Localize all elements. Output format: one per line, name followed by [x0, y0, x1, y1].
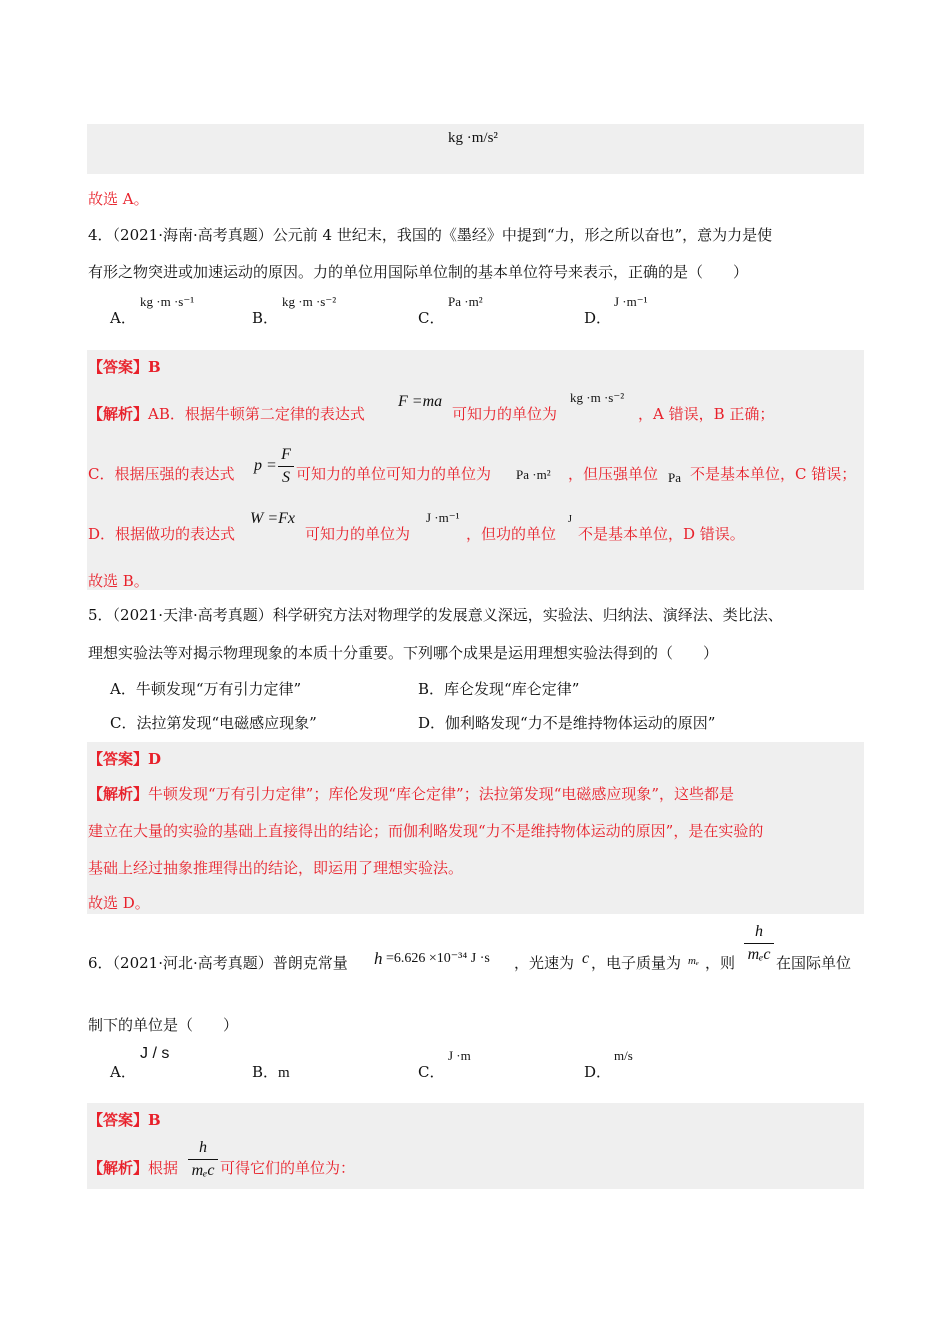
q5-answer [88, 748, 161, 769]
q4-option-b[interactable] [252, 307, 278, 328]
q5-analysis-line3: 基础上经过抽象推理得出的结论，即运用了理想实验法。 [88, 859, 464, 877]
q4-analysis-d-unit2: J [568, 514, 572, 525]
q6-option-b-letter: B． [252, 1063, 279, 1081]
q4-analysis-d-pre: D．根据做功的表达式 [88, 525, 236, 543]
q6-analysis-tag: 【解析】 [88, 1159, 149, 1177]
q6-option-d-value: m/s [614, 1048, 633, 1063]
q4-analysis-line1 [88, 403, 365, 424]
q4-answer-tag: 【答案】 [88, 358, 149, 376]
q4-option-a-value: kg ·m ·s⁻¹ [140, 294, 195, 309]
q4-analysis-c-post: 不是基本单位，C 错误； [690, 465, 857, 483]
q6-analysis-numerator: h [199, 1139, 207, 1156]
q6-analysis-post: 可得它们的单位为： [220, 1159, 356, 1177]
prev-formula: kg ·m/s² [448, 130, 498, 146]
q5-stem-line1 [88, 604, 783, 625]
q4-analysis-c-unit: Pa ·m² [516, 467, 551, 482]
q6-option-d[interactable] [584, 1061, 611, 1082]
q6-answer [88, 1109, 161, 1130]
q4-analysis-ab-unit: kg ·m ·s⁻² [570, 390, 625, 405]
q4-analysis-c-unit2: Pa [668, 470, 681, 485]
q6-stem-line1 [88, 952, 348, 973]
q4-analysis-d-mid2: ，但功的单位 [466, 525, 557, 543]
q4-option-a-letter: A． [110, 309, 136, 327]
q5-option-a[interactable] [110, 678, 301, 699]
q6-option-d-letter: D． [584, 1063, 612, 1081]
q4-pressure-numerator: F [281, 446, 291, 463]
fraction-bar [188, 1159, 218, 1160]
q4-analysis-tag: 【解析】 [88, 405, 149, 423]
q5-option-b[interactable] [418, 678, 579, 699]
q4-stem-line2: 有形之物突进或加速运动的原因。力的单位用国际单位制的基本单位符号来表示，正确的是（ ） [88, 263, 749, 281]
q6-fraction-numerator: h [755, 923, 763, 940]
q4-option-b-letter: B． [252, 309, 279, 327]
q4-answer-value: B [148, 358, 161, 376]
q5-conclusion: 故选 D。 [88, 894, 150, 912]
q6-unit-fraction [744, 923, 774, 964]
q4-analysis-c-mid2: ，但压强单位 [568, 465, 659, 483]
q6-c-symbol: c [582, 950, 590, 967]
q6-option-c-letter: C． [418, 1063, 445, 1081]
q4-option-d[interactable] [584, 307, 611, 328]
q6-option-c[interactable] [418, 1061, 444, 1082]
q4-conclusion: 故选 B。 [88, 572, 149, 590]
q5-answer-value: D [148, 750, 162, 768]
q4-pressure-denominator: S [282, 469, 290, 486]
q4-analysis-d-mid: 可知力的单位为 [305, 525, 411, 543]
q4-option-d-letter: D． [584, 309, 612, 327]
q4-option-b-value: kg ·m ·s⁻² [282, 294, 337, 309]
q4-option-c[interactable] [418, 307, 444, 328]
q5-option-c-letter: C． [110, 714, 137, 732]
q5-source: （2021·天津·高考真题） [112, 606, 273, 624]
q6-number: 6． [88, 954, 113, 972]
q4-answer [88, 356, 161, 377]
q5-option-b-text: 库仑发现“库仑定律” [444, 680, 580, 698]
fraction-bar [278, 466, 294, 467]
q5-option-c-text: 法拉第发现“电磁感应现象” [136, 714, 317, 732]
q4-analysis-ab-post: ，A 错误，B 正确； [638, 405, 775, 423]
q5-analysis-line2: 建立在大量的实验的基础上直接得出的结论；而伽利略发现“力不是维持物体运动的原因”，是在实验的 [88, 822, 764, 840]
q6-option-a[interactable] [110, 1061, 136, 1082]
q6-option-a-letter: A． [110, 1063, 136, 1081]
prev-conclusion: 故选 A。 [88, 190, 149, 208]
q5-option-d[interactable] [418, 712, 715, 733]
q4-option-c-value: Pa ·m² [448, 294, 483, 309]
q5-option-c[interactable] [110, 712, 317, 733]
q6-analysis-text: 根据 [148, 1159, 179, 1177]
q4-source: （2021·海南·高考真题） [112, 226, 273, 244]
q6-answer-value: B [148, 1111, 161, 1129]
q5-answer-tag: 【答案】 [88, 750, 149, 768]
q4-analysis-c-mid: 可知力的单位可知力的单位为 [296, 465, 492, 483]
q6-answer-tag: 【答案】 [88, 1111, 149, 1129]
q6-stem-mid2: ，电子质量为 [591, 954, 682, 972]
q6-me-symbol: mₑ [688, 955, 699, 967]
q5-option-a-letter: A． [110, 680, 136, 698]
q4-option-a[interactable] [110, 307, 136, 328]
q4-analysis-ab-text: AB．根据牛顿第二定律的表达式 [148, 405, 365, 423]
q5-analysis-tag: 【解析】 [88, 785, 149, 803]
q6-option-a-value: J / s [140, 1045, 170, 1062]
q4-number: 4． [88, 226, 113, 244]
q4-analysis-c-pre: C．根据压强的表达式 [88, 465, 235, 483]
q6-h-symbol: h [374, 949, 383, 968]
q6-analysis-fraction [188, 1139, 218, 1180]
q5-analysis-text1: 牛顿发现“万有引力定律”；库伦发现“库仑定律”；法拉第发现“电磁感应现象”，这些都是 [148, 785, 735, 803]
q4-newton-formula: F =ma [398, 393, 443, 410]
q6-stem-post: 在国际单位 [776, 954, 852, 972]
q6-analysis-denominator: mₑc [191, 1162, 215, 1179]
q5-analysis-line1 [88, 783, 734, 804]
q5-option-d-text: 伽利略发现“力不是维持物体运动的原因” [445, 714, 716, 732]
q5-option-d-letter: D． [418, 714, 446, 732]
q5-number: 5． [88, 606, 113, 624]
q4-stem-line1 [88, 224, 772, 245]
q4-stem-text1: 公元前 4 世纪末，我国的《墨经》中提到“力，形之所以奋也”，意为力是使 [272, 226, 773, 244]
q6-option-b[interactable] [252, 1061, 290, 1082]
q6-stem-mid: ，光速为 [514, 954, 575, 972]
fraction-bar [744, 943, 774, 944]
q6-stem-mid3: ，则 [705, 954, 736, 972]
q6-option-b-value: m [278, 1065, 290, 1081]
q6-fraction-denominator: mₑc [747, 946, 771, 963]
q4-option-d-value: J ·m⁻¹ [614, 294, 648, 309]
q4-work-formula: W =Fx [250, 510, 295, 527]
q4-analysis-d-post: 不是基本单位，D 错误。 [578, 525, 745, 543]
q4-pressure-fraction [278, 446, 294, 487]
q5-option-b-letter: B． [418, 680, 445, 698]
q4-pressure-lhs: p = [254, 457, 277, 474]
q6-option-c-value: J ·m [448, 1048, 471, 1063]
q6-planck-value: =6.626 ×10⁻³⁴ J ·s [386, 951, 490, 966]
q4-analysis-d-unit: J ·m⁻¹ [426, 510, 460, 525]
q4-option-c-letter: C． [418, 309, 445, 327]
q5-stem-text1: 科学研究方法对物理学的发展意义深远，实验法、归纳法、演绎法、类比法、 [272, 606, 783, 624]
q6-stem-pre: 普朗克常量 [272, 954, 348, 972]
q6-stem-line2: 制下的单位是（ ） [88, 1016, 239, 1034]
q5-stem-line2: 理想实验法等对揭示物理现象的本质十分重要。下列哪个成果是运用理想实验法得到的（ ） [88, 644, 719, 662]
q6-analysis-pre [88, 1157, 178, 1178]
q5-option-a-text: 牛顿发现“万有引力定律” [135, 680, 302, 698]
q4-analysis-ab-mid: 可知力的单位为 [452, 405, 558, 423]
q6-source: （2021·河北·高考真题） [112, 954, 273, 972]
